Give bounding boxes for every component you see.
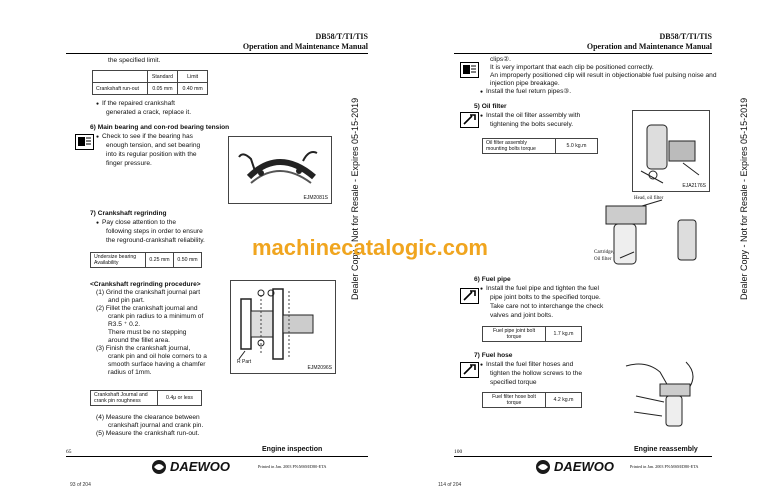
fuel-hose-title: 7) Fuel hose xyxy=(474,352,513,359)
undersize-value-2: 0.50 mm xyxy=(174,253,202,268)
procedure-title: <Crankshaft regrinding procedure> xyxy=(90,281,201,288)
proc-2d: There must be no stepping xyxy=(108,329,187,336)
left-page-counter: 93 of 204 xyxy=(70,482,91,488)
oil-filter-label-line2: mounting bolts torque xyxy=(486,146,536,152)
undersize-label-line2: Availability xyxy=(94,260,119,266)
proc-1a: (1) Grind the crankshaft journal part xyxy=(96,289,201,296)
oil-filter-line2: tightening the bolts securely. xyxy=(490,121,574,128)
section7-title: 7) Crankshaft regrinding xyxy=(90,210,167,217)
roughness-label xyxy=(91,391,158,406)
left-print-note: Printed in Jan. 2003 PN:MSM/D80-ETA xyxy=(258,464,327,469)
proc-4b: crankshaft journal and crank pin. xyxy=(108,422,204,429)
fuel-pipe-line4: valves and joint bolts. xyxy=(490,312,554,319)
clips-line5 xyxy=(480,88,571,96)
fuel-hose-torque-table xyxy=(482,392,582,408)
oil-filter-figure-code: EJA2176S xyxy=(682,183,706,189)
right-page-counter: 114 of 204 xyxy=(438,482,462,488)
runout-header-blank xyxy=(93,71,148,83)
sec6-line2: enough tension, and set bearing xyxy=(106,142,201,149)
fuel-hose-figure xyxy=(616,356,712,440)
crankshaft-figure xyxy=(230,280,336,374)
side-stamp-right: Dealer Copy - Not for Resale - Expires 05-15-2019 xyxy=(739,97,749,300)
fuel-hose-label-line1: Fuel filter hose bolt xyxy=(492,394,536,400)
fuel-pipe-label-line1: Fuel pipe joint bolt xyxy=(492,328,536,334)
fuel-hose-line3: specified torque xyxy=(490,379,537,386)
undersize-value-1: 0.25 mm xyxy=(146,253,174,268)
fuel-pipe-line1 xyxy=(480,285,599,293)
sec7-line3: the reground-crankshaft reliability. xyxy=(106,237,205,244)
oil-filter-torque-label xyxy=(483,139,556,154)
fuel-pipe-torque-label xyxy=(483,327,546,342)
header-model-right: DB58/T/TI/TIS xyxy=(659,32,712,41)
proc-3d: radius of 1mm. xyxy=(108,369,152,376)
fuel-hose-label-line2: torque xyxy=(506,400,522,406)
cartridge-label-line1: Cartridge, xyxy=(594,250,615,255)
fuel-hose-torque-label xyxy=(483,393,546,408)
oil-filter-line1 xyxy=(480,112,580,120)
left-page-number: 65 xyxy=(66,449,72,455)
repair-note-line1 xyxy=(96,100,175,108)
runout-standard: 0.05 mm xyxy=(147,83,178,95)
fuel-pipe-title: 6) Fuel pipe xyxy=(474,276,511,283)
sec6-line1 xyxy=(96,133,193,141)
runout-row-label: Crankshaft run-out xyxy=(93,83,148,95)
sec6-line3: into its regular position with the xyxy=(106,151,197,158)
oil-filter-assembly-figure xyxy=(632,110,710,192)
r-part-label: R Part xyxy=(237,359,252,365)
right-page-number: 100 xyxy=(454,449,463,455)
proc-2b: crank pin radius to a minimum of xyxy=(108,313,204,320)
proc-2c: R3.5 ⁺ 0.2. xyxy=(108,321,141,328)
header-manual-title: Operation and Maintenance Manual xyxy=(242,42,368,51)
proc-4a: (4) Measure the clearance between xyxy=(96,414,200,421)
daewoo-logo-left xyxy=(150,459,250,477)
oil-filter-label-line1: Oil filter assembly xyxy=(486,140,527,146)
sec6-text1: Check to see if the bearing has xyxy=(102,133,193,140)
oil-filter-text1: Install the oil filter assembly with xyxy=(486,112,581,119)
intro-text: the specified limit. xyxy=(108,57,161,64)
oil-filter-torque-value: 5.0 kg.m xyxy=(556,139,598,154)
crankshaft-figure-code: EJM2096S xyxy=(307,365,332,371)
clips-text5: Install the fuel return pipes③. xyxy=(486,88,572,95)
brand-text-left: DAEWOO xyxy=(170,459,230,474)
runout-limit: 0.40 mm xyxy=(178,83,208,95)
bearing-figure-code: EJM2081S xyxy=(303,195,328,201)
proc-2a: (2) Fillet the crankshaft journal and xyxy=(96,305,198,312)
fuel-hose-line1 xyxy=(480,361,573,369)
runout-header-limit: Limit xyxy=(178,71,208,83)
roughness-label-line2: crank pin roughness xyxy=(94,398,141,404)
clips-line1: clips②. xyxy=(490,56,511,63)
runout-table xyxy=(92,70,208,95)
watermark-text: machinecatalogic.com xyxy=(252,235,488,260)
cartridge-label-line2: Oil filter xyxy=(594,257,612,262)
clips-line3: An improperly positioned clip will result in objectionable fuel pulsing noise and xyxy=(490,72,717,79)
left-section-title: Engine inspection xyxy=(262,446,323,453)
roughness-value: 0.4μ or less xyxy=(158,391,202,406)
fuel-hose-line2: tighten the hollow screws to the xyxy=(490,370,582,377)
left-footer-rule xyxy=(66,456,368,457)
fuel-pipe-torque-table xyxy=(482,326,582,342)
daewoo-logo-right xyxy=(534,459,634,477)
undersize-table xyxy=(90,252,202,268)
proc-3b: crank pin and oil hole corners to a xyxy=(108,353,207,360)
repair-note-text1: If the repaired crankshaft xyxy=(102,100,175,107)
brand-text-right: DAEWOO xyxy=(554,459,614,474)
roughness-label-line1: Crankshaft Journal and xyxy=(94,392,148,398)
sec7-text1: Pay close attention to the xyxy=(102,219,177,226)
fuel-pipe-text1: Install the fuel pipe and tighten the fuel xyxy=(486,285,599,292)
fuel-hose-text1: Install the fuel filter hoses and xyxy=(486,361,574,368)
right-section-title: Engine reassembly xyxy=(634,446,698,453)
clips-line2: It is very important that each clip be positioned correctly. xyxy=(490,64,654,71)
header-rule xyxy=(66,53,368,54)
fuel-pipe-line3: Take care not to interchange the check xyxy=(490,303,604,310)
proc-3c: smooth surface having a chamfer xyxy=(108,361,206,368)
bearing-figure xyxy=(228,136,332,204)
header-rule-right xyxy=(454,53,712,54)
wrench-icon-oil-filter xyxy=(460,112,479,128)
section6-title: 6) Main bearing and con-rod bearing tension xyxy=(90,124,230,131)
fuel-pipe-label-line2: torque xyxy=(506,334,522,340)
sec7-line1 xyxy=(96,219,176,227)
runout-header-standard: Standard xyxy=(147,71,178,83)
undersize-label-line1: Undersize bearing xyxy=(94,254,137,260)
proc-2e: around the fillet area. xyxy=(108,337,170,344)
clips-line4: injection pipe breakage. xyxy=(490,80,560,87)
right-print-note: Printed in Jan. 2003 PN:MSM/D80-ETA xyxy=(630,464,699,469)
wrench-icon-fuel-pipe xyxy=(460,288,479,304)
right-footer-rule xyxy=(454,456,712,457)
header-manual-title-right: Operation and Maintenance Manual xyxy=(586,42,712,51)
proc-3a: (3) Finish the crankshaft journal, xyxy=(96,345,191,352)
oil-filter-head-figure xyxy=(594,192,712,272)
inspection-icon xyxy=(75,134,94,150)
sec6-line4: finger pressure. xyxy=(106,160,152,167)
fuel-pipe-torque-value: 1.7 kg.m xyxy=(546,327,582,342)
wrench-icon-fuel-hose xyxy=(460,362,479,378)
undersize-label xyxy=(91,253,146,268)
proc-5: (5) Measure the crankshaft run-out. xyxy=(96,430,200,437)
proc-1b: and pin part. xyxy=(108,297,145,304)
fuel-hose-torque-value: 4.2 kg.m xyxy=(546,393,582,408)
side-stamp-left: Dealer Copy - Not for Resale - Expires 05-15-2019 xyxy=(350,97,360,300)
roughness-table xyxy=(90,390,202,406)
oil-filter-title: 5) Oil filter xyxy=(474,103,507,110)
repair-note-line2: generated a crack, replace it. xyxy=(106,109,192,116)
assembly-icon-clips xyxy=(460,62,479,78)
oil-filter-torque-table xyxy=(482,138,598,154)
sec7-line2: following steps in order to ensure xyxy=(106,228,203,235)
oil-filter-head-label: Head, oil filter xyxy=(634,196,664,201)
header-model: DB58/T/TI/TIS xyxy=(315,32,368,41)
fuel-pipe-line2: pipe joint bolts to the specified torque. xyxy=(490,294,601,301)
